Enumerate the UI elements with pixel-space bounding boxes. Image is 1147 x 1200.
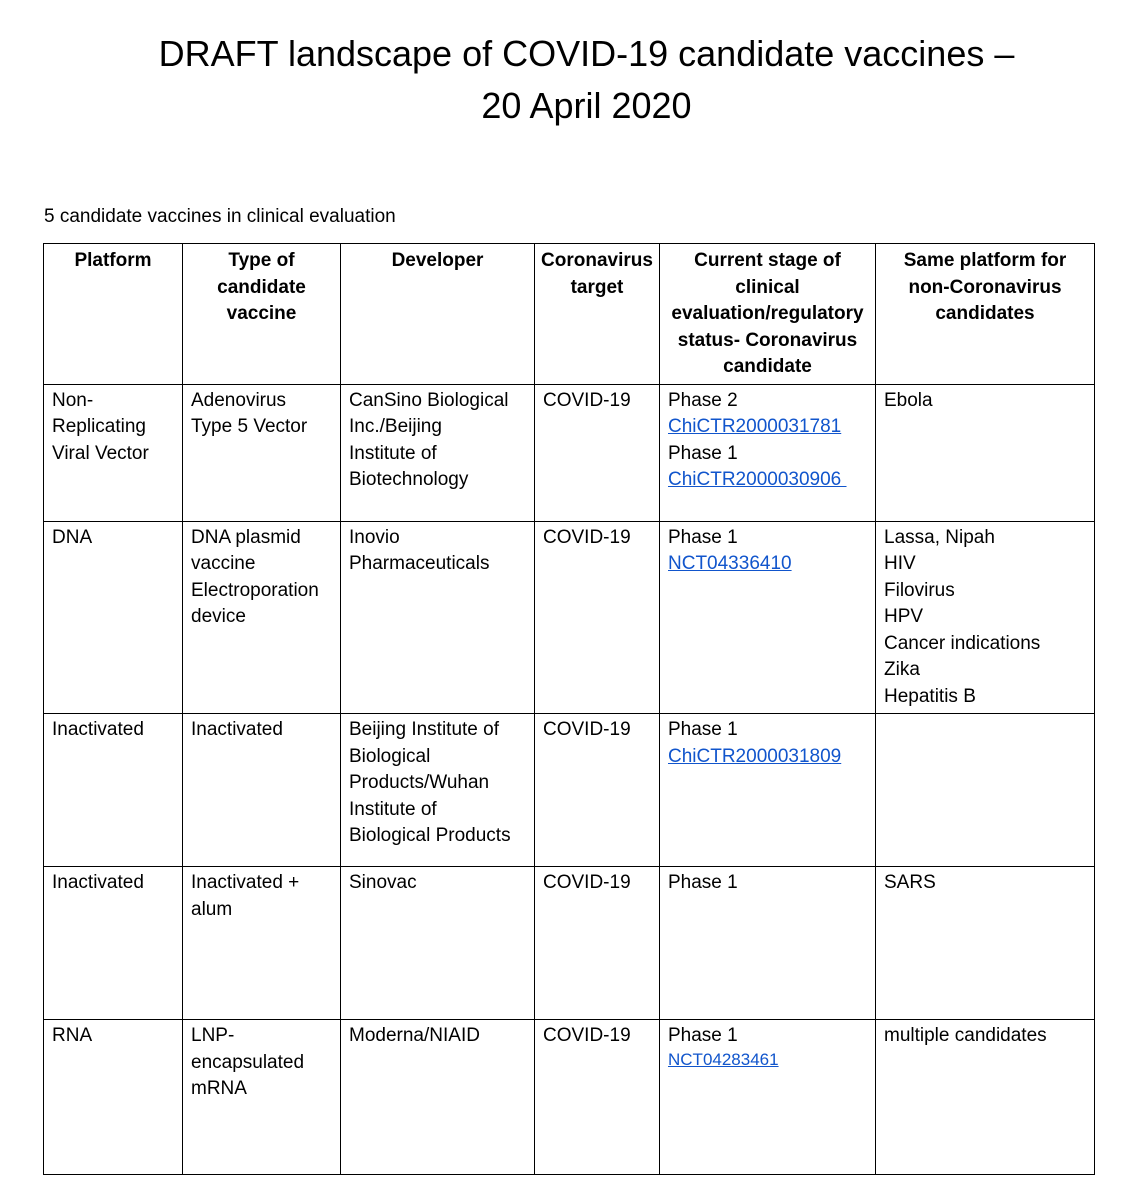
cell-text: Inactivated	[191, 719, 283, 740]
trial-registry-link[interactable]: ChiCTR2000030906	[668, 469, 847, 490]
header-text: non-Coronavirus	[908, 276, 1062, 298]
cell-text: COVID-19	[543, 389, 631, 411]
cell-target	[535, 714, 660, 867]
cell-developer	[341, 714, 535, 867]
header-text: target	[570, 276, 624, 298]
cell-developer	[341, 521, 535, 714]
cell-text: COVID-19	[543, 526, 631, 548]
header-developer	[341, 244, 535, 385]
cell-stage	[660, 384, 876, 521]
cell-text: HPV	[884, 606, 924, 627]
cell-text: SARS	[884, 872, 936, 893]
cell-text: Inc./Beijing	[349, 416, 442, 437]
table-row	[44, 1020, 1095, 1175]
cell-text: DNA	[52, 526, 93, 548]
trial-registry-link[interactable]: ChiCTR2000031809	[668, 745, 842, 767]
table-row	[44, 384, 1095, 521]
cell-text: Ebola	[884, 389, 933, 411]
cell-stage	[660, 714, 876, 867]
cell-target	[535, 867, 660, 1020]
table-row	[44, 867, 1095, 1020]
trial-registry-link[interactable]: ChiCTR2000031781	[668, 416, 842, 437]
header-platform	[44, 244, 183, 385]
cell-text: Sinovac	[349, 872, 417, 893]
cell-type	[183, 1020, 341, 1175]
cell-developer	[341, 1020, 535, 1175]
cell-text: Electroporation	[191, 579, 319, 601]
cell-developer	[341, 384, 535, 521]
cell-same-platform	[876, 521, 1095, 714]
cell-text: LNP-	[191, 1025, 235, 1046]
cell-text: Non-	[52, 389, 94, 411]
header-text: Developer	[391, 250, 484, 271]
header-text: candidates	[935, 303, 1035, 324]
cell-target	[535, 384, 660, 521]
cell-platform	[44, 714, 183, 867]
cell-target	[535, 521, 660, 714]
cell-text: Filovirus	[884, 579, 955, 601]
title-line-2: 20 April 2020	[481, 85, 692, 126]
header-text: Platform	[74, 250, 152, 271]
stage-phase: Phase 2	[668, 389, 738, 411]
stage-phase: Phase 1	[668, 872, 738, 893]
header-same-platform	[876, 244, 1095, 385]
cell-text: COVID-19	[543, 1025, 631, 1046]
cell-text: Type 5 Vector	[191, 416, 308, 437]
cell-platform	[44, 384, 183, 521]
vaccine-candidates-table	[43, 243, 1095, 1175]
header-text: status- Coronavirus	[677, 329, 858, 351]
cell-text: encapsulated	[191, 1051, 305, 1073]
cell-text: Hepatitis B	[884, 685, 976, 707]
header-text: vaccine	[226, 303, 297, 324]
cell-text: Inovio	[349, 526, 400, 548]
cell-text: Institute of	[349, 442, 437, 464]
cell-text: RNA	[52, 1025, 93, 1046]
cell-platform	[44, 521, 183, 714]
table-row	[44, 521, 1095, 714]
cell-text: DNA plasmid	[191, 526, 301, 548]
cell-text: HIV	[884, 553, 916, 574]
title-line-1: DRAFT landscape of COVID-19 candidate vaccines –	[158, 33, 1015, 74]
cell-text: mRNA	[191, 1078, 247, 1099]
cell-text: alum	[191, 898, 233, 920]
cell-text: Institute of	[349, 798, 437, 820]
header-text: Current stage of	[694, 250, 841, 271]
trial-registry-link[interactable]: NCT04336410	[668, 553, 792, 574]
header-text: Same platform for	[903, 250, 1067, 271]
cell-text: Replicating	[52, 416, 146, 437]
cell-text: Adenovirus	[191, 389, 287, 411]
header-text: Coronavirus	[541, 250, 653, 271]
cell-stage	[660, 1020, 876, 1175]
header-type	[183, 244, 341, 385]
cell-type	[183, 867, 341, 1020]
cell-type	[183, 384, 341, 521]
cell-same-platform	[876, 384, 1095, 521]
cell-platform	[44, 867, 183, 1020]
cell-text: Inactivated +	[191, 872, 300, 893]
header-text: clinical	[735, 276, 800, 298]
cell-platform	[44, 1020, 183, 1175]
cell-text: Moderna/NIAID	[349, 1025, 480, 1046]
cell-text: Products/Wuhan	[349, 772, 490, 793]
cell-text: Biological	[349, 745, 431, 767]
cell-target	[535, 1020, 660, 1175]
cell-text: Lassa, Nipah	[884, 526, 995, 548]
cell-text: Inactivated	[52, 872, 144, 893]
stage-phase: Phase 1	[668, 1025, 738, 1046]
table-row	[44, 714, 1095, 867]
cell-text: Beijing Institute of	[349, 719, 499, 740]
cell-text: device	[191, 606, 246, 627]
header-text: candidate	[723, 356, 812, 377]
cell-same-platform	[876, 714, 1095, 867]
cell-text: Zika	[884, 659, 920, 680]
cell-developer	[341, 867, 535, 1020]
cell-stage	[660, 867, 876, 1020]
table-header-row	[44, 244, 1095, 385]
cell-same-platform	[876, 867, 1095, 1020]
header-stage	[660, 244, 876, 385]
header-target	[535, 244, 660, 385]
cell-text: Inactivated	[52, 719, 144, 740]
cell-same-platform	[876, 1020, 1095, 1175]
cell-text: CanSino Biological	[349, 389, 509, 411]
cell-type	[183, 714, 341, 867]
cell-text: vaccine	[191, 553, 256, 574]
stage-phase: Phase 1	[668, 526, 738, 548]
header-text: evaluation/regulatory	[671, 303, 864, 324]
cell-text: Biological Products	[349, 825, 511, 846]
trial-registry-link[interactable]: NCT04283461	[668, 1049, 779, 1069]
stage-phase: Phase 1	[668, 719, 738, 740]
cell-text: COVID-19	[543, 719, 631, 740]
cell-stage	[660, 521, 876, 714]
cell-type	[183, 521, 341, 714]
cell-text: Biotechnology	[349, 469, 469, 490]
header-text: Type of	[228, 250, 295, 271]
cell-text: Pharmaceuticals	[349, 553, 490, 574]
header-text: candidate	[217, 276, 306, 298]
cell-text: Viral Vector	[52, 442, 149, 464]
stage-phase: Phase 1	[668, 442, 738, 464]
cell-text: COVID-19	[543, 872, 631, 893]
cell-text: multiple candidates	[884, 1025, 1047, 1046]
table-caption: 5 candidate vaccines in clinical evaluation	[44, 206, 396, 227]
document-title	[0, 28, 1147, 132]
cell-text: Cancer indications	[884, 632, 1041, 654]
